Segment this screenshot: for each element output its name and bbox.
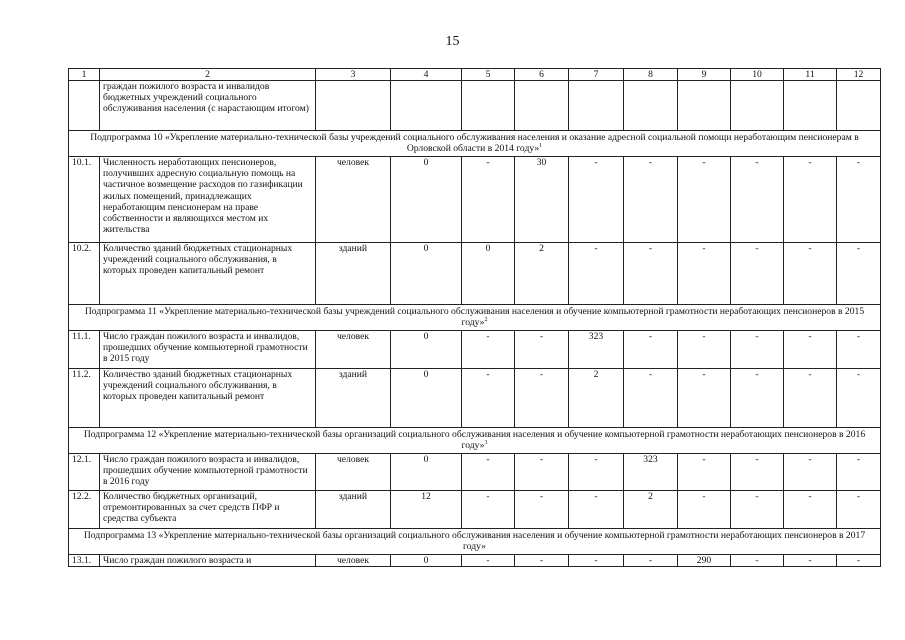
subprogram-title bbox=[69, 131, 881, 157]
value-cell: - bbox=[784, 243, 837, 305]
value-cell: 2 bbox=[624, 491, 678, 529]
footnote-marker: 3 bbox=[484, 440, 488, 447]
value-cell bbox=[569, 81, 624, 131]
value-cell: 0 bbox=[391, 454, 462, 491]
indicator-name: Число граждан пожилого возраста и инвалидов, прошедших обучение компьютерной грамотности в 2015 году bbox=[100, 331, 316, 369]
value-cell: - bbox=[678, 454, 731, 491]
value-cell: 12 bbox=[391, 491, 462, 529]
value-cell: - bbox=[462, 157, 515, 243]
header-cell: 1 bbox=[69, 69, 100, 81]
value-cell: - bbox=[462, 369, 515, 428]
header-cell: 7 bbox=[569, 69, 624, 81]
value-cell: - bbox=[515, 369, 569, 428]
value-cell: - bbox=[624, 157, 678, 243]
value-cell bbox=[731, 81, 784, 131]
value-cell: 0 bbox=[391, 157, 462, 243]
subprogram-title bbox=[69, 428, 881, 454]
unit-cell: зданий bbox=[316, 243, 391, 305]
indicator-name: Число граждан пожилого возраста и bbox=[100, 555, 316, 567]
value-cell: 0 bbox=[462, 243, 515, 305]
indicator-name: Численность неработающих пенсионеров, получивших адресную социальную помощь на частичное возмещение расходов по газификации жилых помещений, принадлежащих неработающим пенсионерам на праве собственности и являющихся местом их жительства bbox=[100, 157, 316, 243]
value-cell bbox=[784, 81, 837, 131]
value-cell bbox=[624, 81, 678, 131]
row-number bbox=[69, 81, 100, 131]
value-cell: 290 bbox=[678, 555, 731, 567]
unit-cell: зданий bbox=[316, 491, 391, 529]
value-cell: 323 bbox=[569, 331, 624, 369]
table-row bbox=[69, 331, 881, 369]
value-cell: - bbox=[462, 454, 515, 491]
value-cell: - bbox=[837, 243, 881, 305]
value-cell: - bbox=[837, 157, 881, 243]
value-cell: - bbox=[837, 331, 881, 369]
value-cell bbox=[837, 81, 881, 131]
value-cell: - bbox=[731, 454, 784, 491]
subprogram-heading-10 bbox=[69, 131, 881, 157]
value-cell: - bbox=[569, 243, 624, 305]
row-number: 10.2. bbox=[69, 243, 100, 305]
value-cell: - bbox=[837, 369, 881, 428]
subprogram-title-text: Подпрограмма 11 «Укрепление материально-технической базы учреждений социального обслуживания населения и обучение компьютерной грамотности неработающих пенсионеров в 2015 году» bbox=[84, 306, 865, 329]
value-cell bbox=[391, 81, 462, 131]
value-cell: - bbox=[731, 491, 784, 529]
value-cell: 0 bbox=[391, 555, 462, 567]
value-cell: 0 bbox=[391, 331, 462, 369]
row-number: 11.1. bbox=[69, 331, 100, 369]
footnote-marker: 2 bbox=[484, 317, 488, 324]
value-cell bbox=[515, 81, 569, 131]
row-number: 11.2. bbox=[69, 369, 100, 428]
value-cell: - bbox=[678, 369, 731, 428]
value-cell: - bbox=[678, 243, 731, 305]
page-number: 15 bbox=[445, 34, 460, 49]
table-row bbox=[69, 454, 881, 491]
value-cell: - bbox=[731, 331, 784, 369]
row-number: 12.2. bbox=[69, 491, 100, 529]
value-cell: - bbox=[837, 555, 881, 567]
unit-cell: человек bbox=[316, 331, 391, 369]
continuation-row bbox=[69, 81, 881, 131]
table-row bbox=[69, 491, 881, 529]
header-cell: 11 bbox=[784, 69, 837, 81]
value-cell: - bbox=[731, 157, 784, 243]
subprogram-title-text: Подпрограмма 12 «Укрепление материально-технической базы организаций социального обслуживания населения и обучение компьютерной грамотности неработающих пенсионеров в 2016 году» bbox=[83, 429, 866, 452]
value-cell: - bbox=[569, 454, 624, 491]
value-cell: - bbox=[784, 157, 837, 243]
value-cell: - bbox=[784, 454, 837, 491]
value-cell bbox=[678, 81, 731, 131]
value-cell: - bbox=[515, 555, 569, 567]
value-cell: 323 bbox=[624, 454, 678, 491]
header-cell: 5 bbox=[462, 69, 515, 81]
row-number: 13.1. bbox=[69, 555, 100, 567]
value-cell: - bbox=[462, 491, 515, 529]
table-row bbox=[69, 157, 881, 243]
indicator-name: Количество зданий бюджетных стационарных учреждений социального обслуживания, в которых проведен капитальный ремонт bbox=[100, 243, 316, 305]
value-cell: - bbox=[624, 331, 678, 369]
indicator-name: Число граждан пожилого возраста и инвалидов, прошедших обучение компьютерной грамотности в 2016 году bbox=[100, 454, 316, 491]
value-cell: - bbox=[784, 555, 837, 567]
unit-cell: зданий bbox=[316, 369, 391, 428]
indicator-name: Количество бюджетных организаций, отремонтированных за счет средств ПФР и средства субъекта bbox=[100, 491, 316, 529]
unit-cell: человек bbox=[316, 157, 391, 243]
header-cell: 9 bbox=[678, 69, 731, 81]
value-cell: - bbox=[624, 555, 678, 567]
value-cell: - bbox=[784, 491, 837, 529]
table-row bbox=[69, 555, 881, 567]
table-row bbox=[69, 243, 881, 305]
value-cell: - bbox=[515, 331, 569, 369]
row-number: 10.1. bbox=[69, 157, 100, 243]
value-cell: - bbox=[784, 369, 837, 428]
subprogram-heading-12 bbox=[69, 428, 881, 454]
value-cell: 0 bbox=[391, 243, 462, 305]
indicator-name: Количество зданий бюджетных стационарных учреждений социального обслуживания, в которых проведен капитальный ремонт bbox=[100, 369, 316, 428]
header-cell: 10 bbox=[731, 69, 784, 81]
value-cell: 2 bbox=[569, 369, 624, 428]
subprogram-heading-13 bbox=[69, 529, 881, 555]
unit-cell: человек bbox=[316, 555, 391, 567]
value-cell bbox=[462, 81, 515, 131]
subprogram-title-text: Подпрограмма 10 «Укрепление материально-технической базы учреждений социального обслуживания населения и оказание адресной социальной помощи неработающим пенсионерам в Орловской области в 2014 году» bbox=[90, 132, 859, 155]
subprogram-heading-11 bbox=[69, 305, 881, 331]
value-cell: - bbox=[784, 331, 837, 369]
value-cell: - bbox=[569, 157, 624, 243]
subprogram-title bbox=[69, 529, 881, 555]
value-cell: - bbox=[462, 555, 515, 567]
value-cell: - bbox=[678, 491, 731, 529]
indicator-name: граждан пожилого возраста и инвалидов бюджетных учреждений социального обслуживания населения (с нарастающим итогом) bbox=[100, 81, 316, 131]
value-cell: - bbox=[462, 331, 515, 369]
value-cell: 30 bbox=[515, 157, 569, 243]
value-cell: - bbox=[731, 243, 784, 305]
value-cell: - bbox=[624, 243, 678, 305]
header-cell: 3 bbox=[316, 69, 391, 81]
value-cell: - bbox=[624, 369, 678, 428]
value-cell: - bbox=[731, 555, 784, 567]
value-cell: 2 bbox=[515, 243, 569, 305]
header-cell: 2 bbox=[100, 69, 316, 81]
value-cell: - bbox=[731, 369, 784, 428]
unit-cell: человек bbox=[316, 454, 391, 491]
column-number-header bbox=[69, 69, 881, 81]
row-number: 12.1. bbox=[69, 454, 100, 491]
footnote-marker: 1 bbox=[539, 143, 543, 150]
header-cell: 4 bbox=[391, 69, 462, 81]
value-cell: - bbox=[515, 491, 569, 529]
value-cell: - bbox=[569, 555, 624, 567]
value-cell: 0 bbox=[391, 369, 462, 428]
header-cell: 12 bbox=[837, 69, 881, 81]
value-cell: - bbox=[837, 491, 881, 529]
header-cell: 8 bbox=[624, 69, 678, 81]
table-row bbox=[69, 369, 881, 428]
value-cell: - bbox=[837, 454, 881, 491]
subprogram-title bbox=[69, 305, 881, 331]
unit-cell bbox=[316, 81, 391, 131]
value-cell: - bbox=[678, 157, 731, 243]
indicators-table bbox=[68, 68, 881, 567]
header-cell: 6 bbox=[515, 69, 569, 81]
value-cell: - bbox=[515, 454, 569, 491]
value-cell: - bbox=[569, 491, 624, 529]
subprogram-title-text: Подпрограмма 13 «Укрепление материально-технической базы организаций социального обслуживания населения и обучение компьютерной грамотности неработающих пенсионеров в 2017 году» bbox=[83, 530, 866, 553]
value-cell: - bbox=[678, 331, 731, 369]
